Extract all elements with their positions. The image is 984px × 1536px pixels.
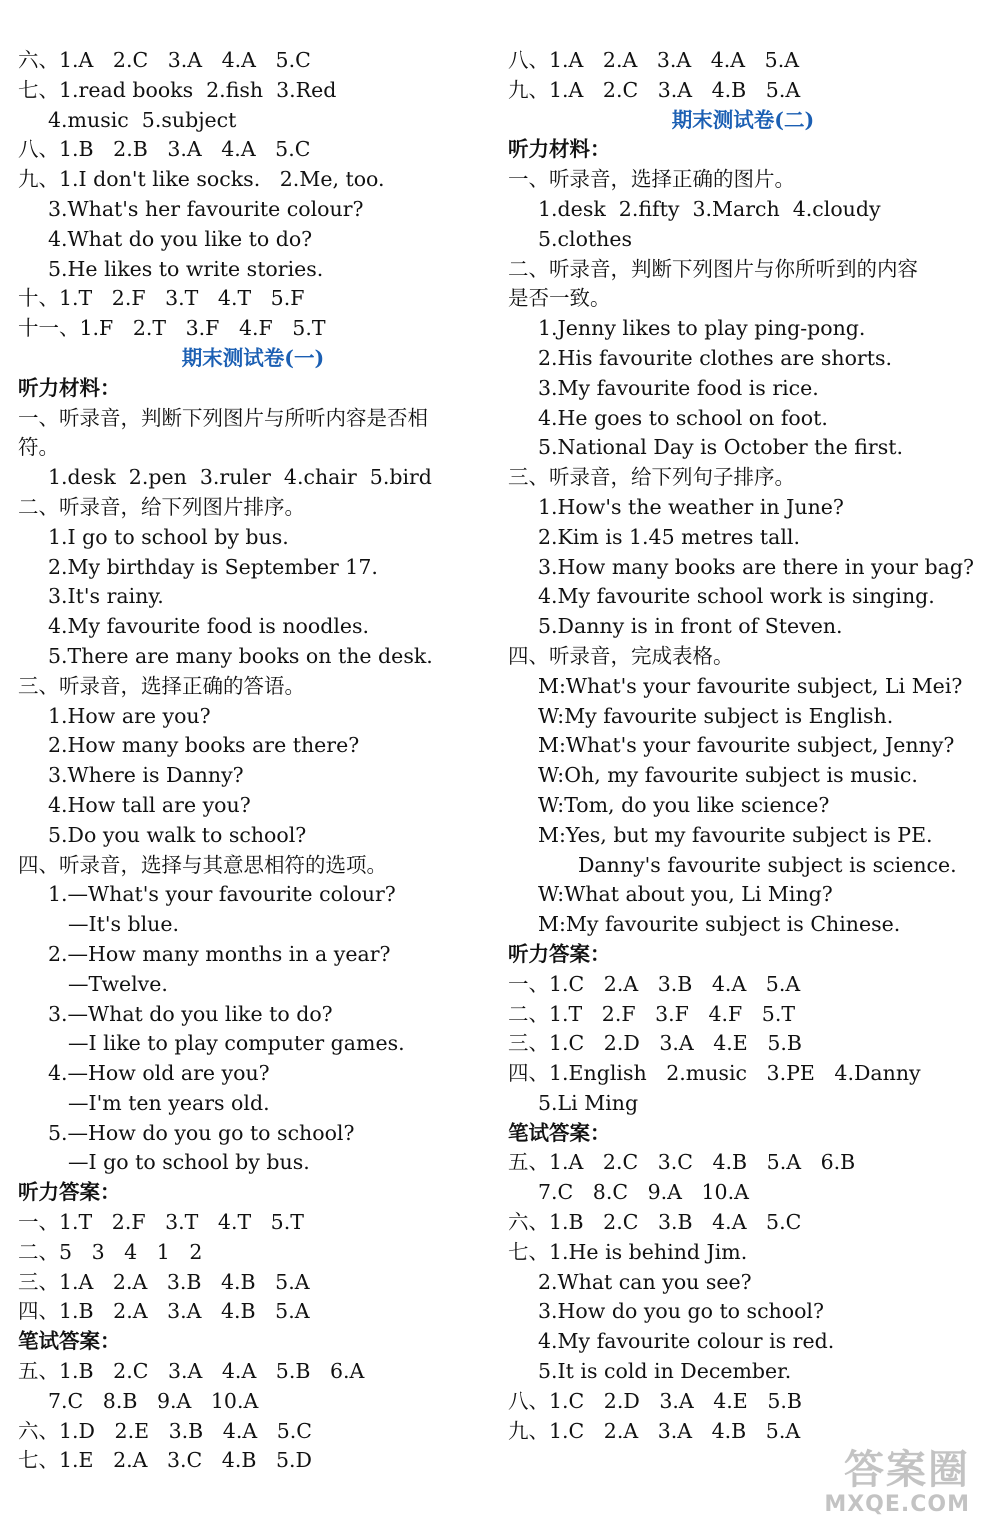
answer-line: M:What's your favourite subject, Jenny? bbox=[538, 733, 955, 758]
answer-line: 1.Jenny likes to play ping-pong. bbox=[538, 316, 866, 341]
answer-line: 2.What can you see? bbox=[538, 1269, 752, 1294]
answer-line: —It's blue. bbox=[68, 912, 180, 937]
answer-line: Danny's favourite subject is science. bbox=[578, 852, 957, 877]
answer-line: 三、听录音，给下列句子排序。 bbox=[508, 465, 795, 490]
answer-line: 六、1.D 2.E 3.B 4.A 5.C bbox=[18, 1418, 312, 1443]
answer-line: 7.C 8.C 9.A 10.A bbox=[538, 1180, 749, 1205]
answer-line: 三、1.A 2.A 3.B 4.B 5.A bbox=[18, 1269, 310, 1294]
answer-line: 3.How many books are there in your bag? bbox=[538, 554, 974, 579]
answer-line: 5.He likes to write stories. bbox=[48, 256, 324, 281]
answer-line: 5.—How do you go to school? bbox=[48, 1120, 355, 1145]
answer-line: 1.—What's your favourite colour? bbox=[48, 882, 396, 907]
answer-line: 4.—How old are you? bbox=[48, 1061, 270, 1086]
answer-line: 七、1.E 2.A 3.C 4.B 5.D bbox=[18, 1448, 312, 1473]
answer-line: 5.It is cold in December. bbox=[538, 1359, 792, 1384]
answer-line: 5.There are many books on the desk. bbox=[48, 643, 433, 668]
answer-line: 3.My favourite food is rice. bbox=[538, 375, 819, 400]
answer-line: 四、听录音，完成表格。 bbox=[508, 643, 734, 668]
answer-line: 二、听录音，给下列图片排序。 bbox=[18, 494, 305, 519]
answer-line: 九、1.C 2.A 3.A 4.B 5.A bbox=[508, 1418, 801, 1443]
section-title: 期末测试卷(二) bbox=[671, 107, 815, 132]
section-heading: 听力答案： bbox=[508, 941, 611, 966]
answer-line: 2.My birthday is September 17. bbox=[48, 554, 378, 579]
answer-line: 4.My favourite school work is singing. bbox=[538, 584, 935, 609]
right-column bbox=[508, 46, 978, 1446]
answer-line: 4.What do you like to do? bbox=[48, 226, 313, 251]
answer-line: 1.I go to school by bus. bbox=[48, 524, 289, 549]
answer-line: 2.His favourite clothes are shorts. bbox=[538, 345, 893, 370]
section-heading: 笔试答案： bbox=[508, 1120, 611, 1145]
section-heading: 听力材料： bbox=[18, 375, 121, 400]
answer-line: 是否一致。 bbox=[508, 286, 611, 311]
answer-line: M:My favourite subject is Chinese. bbox=[538, 912, 901, 937]
answer-line: 六、1.B 2.C 3.B 4.A 5.C bbox=[508, 1210, 802, 1235]
answer-line: 二、听录音，判断下列图片与你所听到的内容 bbox=[508, 256, 918, 281]
answer-line: 一、1.C 2.A 3.B 4.A 5.A bbox=[508, 971, 801, 996]
answer-line: —I like to play computer games. bbox=[68, 1031, 405, 1056]
answer-line: 4.He goes to school on foot. bbox=[538, 405, 828, 430]
answer-line: 2.How many books are there? bbox=[48, 733, 360, 758]
answer-line: 三、听录音，选择正确的答语。 bbox=[18, 673, 305, 698]
answer-line: 七、1.read books 2.fish 3.Red bbox=[18, 77, 337, 102]
answer-line: 3.It's rainy. bbox=[48, 584, 164, 609]
answer-line: 十一、1.F 2.T 3.F 4.F 5.T bbox=[18, 316, 326, 341]
answer-line: 2.Kim is 1.45 metres tall. bbox=[538, 524, 801, 549]
answer-line: 一、听录音，判断下列图片与所听内容是否相 bbox=[18, 405, 428, 430]
answer-line: W:Tom, do you like science? bbox=[538, 792, 830, 817]
section-heading: 听力答案： bbox=[18, 1180, 121, 1205]
answer-line: 一、听录音，选择正确的图片。 bbox=[508, 167, 795, 192]
answer-line: —I go to school by bus. bbox=[68, 1150, 310, 1175]
answer-line: 4.My favourite food is noodles. bbox=[48, 614, 370, 639]
answer-line: 八、1.B 2.B 3.A 4.A 5.C bbox=[18, 137, 311, 162]
answer-line: 八、1.C 2.D 3.A 4.E 5.B bbox=[508, 1388, 802, 1413]
answer-line: 3.What's her favourite colour? bbox=[48, 196, 364, 221]
answer-line: 5.Do you walk to school? bbox=[48, 822, 307, 847]
answer-line: 3.How do you go to school? bbox=[538, 1299, 824, 1324]
answer-line: 3.—What do you like to do? bbox=[48, 1001, 333, 1026]
answer-line: 1.How's the weather in June? bbox=[538, 494, 844, 519]
section-heading: 笔试答案： bbox=[18, 1329, 121, 1354]
answer-line: 符。 bbox=[18, 435, 59, 460]
answer-line: 二、5 3 4 1 2 bbox=[18, 1239, 203, 1264]
watermark-site: MXQE.COM bbox=[824, 1492, 970, 1517]
watermark-logo bbox=[800, 1448, 970, 1528]
answer-line: 7.C 8.B 9.A 10.A bbox=[48, 1388, 259, 1413]
answer-line: M:What's your favourite subject, Li Mei? bbox=[538, 673, 963, 698]
answer-line: 1.desk 2.pen 3.ruler 4.chair 5.bird bbox=[48, 465, 432, 490]
left-column bbox=[18, 46, 488, 1476]
answer-line: 四、1.B 2.A 3.A 4.B 5.A bbox=[18, 1299, 310, 1324]
answer-line: 十、1.T 2.F 3.T 4.T 5.F bbox=[18, 286, 305, 311]
answer-line: 八、1.A 2.A 3.A 4.A 5.A bbox=[508, 48, 800, 72]
answer-line: 5.Danny is in front of Steven. bbox=[538, 614, 843, 639]
answer-line: 1.How are you? bbox=[48, 703, 211, 728]
answer-line: 二、1.T 2.F 3.F 4.F 5.T bbox=[508, 1001, 796, 1026]
answer-line: W:What about you, Li Ming? bbox=[538, 882, 833, 907]
answer-line: 4.How tall are you? bbox=[48, 792, 251, 817]
section-title: 期末测试卷(一) bbox=[181, 345, 325, 370]
answer-line: 九、1.I don't like socks. 2.Me, too. bbox=[18, 167, 385, 192]
answer-line: 3.Where is Danny? bbox=[48, 763, 244, 788]
answer-line: M:Yes, but my favourite subject is PE. bbox=[538, 822, 933, 847]
answer-line: W:My favourite subject is English. bbox=[538, 703, 894, 728]
watermark-text: 答案圈 bbox=[844, 1447, 970, 1493]
answer-line: 五、1.B 2.C 3.A 4.A 5.B 6.A bbox=[18, 1359, 365, 1384]
section-heading: 听力材料： bbox=[508, 137, 611, 162]
answer-line: 四、1.English 2.music 3.PE 4.Danny bbox=[508, 1061, 921, 1086]
answer-line: 九、1.A 2.C 3.A 4.B 5.A bbox=[508, 77, 801, 102]
answer-line: 三、1.C 2.D 3.A 4.E 5.B bbox=[508, 1031, 802, 1056]
answer-line: 四、听录音，选择与其意思相符的选项。 bbox=[18, 852, 387, 877]
answer-line: 4.music 5.subject bbox=[48, 107, 237, 132]
answer-line: 5.clothes bbox=[538, 226, 633, 251]
answer-line: —I'm ten years old. bbox=[68, 1090, 270, 1115]
answer-line: 2.—How many months in a year? bbox=[48, 941, 391, 966]
answer-line: —Twelve. bbox=[68, 971, 168, 996]
answer-line: 5.Li Ming bbox=[538, 1090, 639, 1115]
answer-line: 一、1.T 2.F 3.T 4.T 5.T bbox=[18, 1210, 304, 1235]
answer-line: 1.desk 2.fifty 3.March 4.cloudy bbox=[538, 196, 881, 221]
answer-line: 七、1.He is behind Jim. bbox=[508, 1239, 748, 1264]
answer-line: 五、1.A 2.C 3.C 4.B 5.A 6.B bbox=[508, 1150, 856, 1175]
answer-line: W:Oh, my favourite subject is music. bbox=[538, 763, 918, 788]
answer-line: 4.My favourite colour is red. bbox=[538, 1329, 835, 1354]
answer-line: 5.National Day is October the first. bbox=[538, 435, 903, 460]
answer-line: 六、1.A 2.C 3.A 4.A 5.C bbox=[18, 48, 311, 72]
